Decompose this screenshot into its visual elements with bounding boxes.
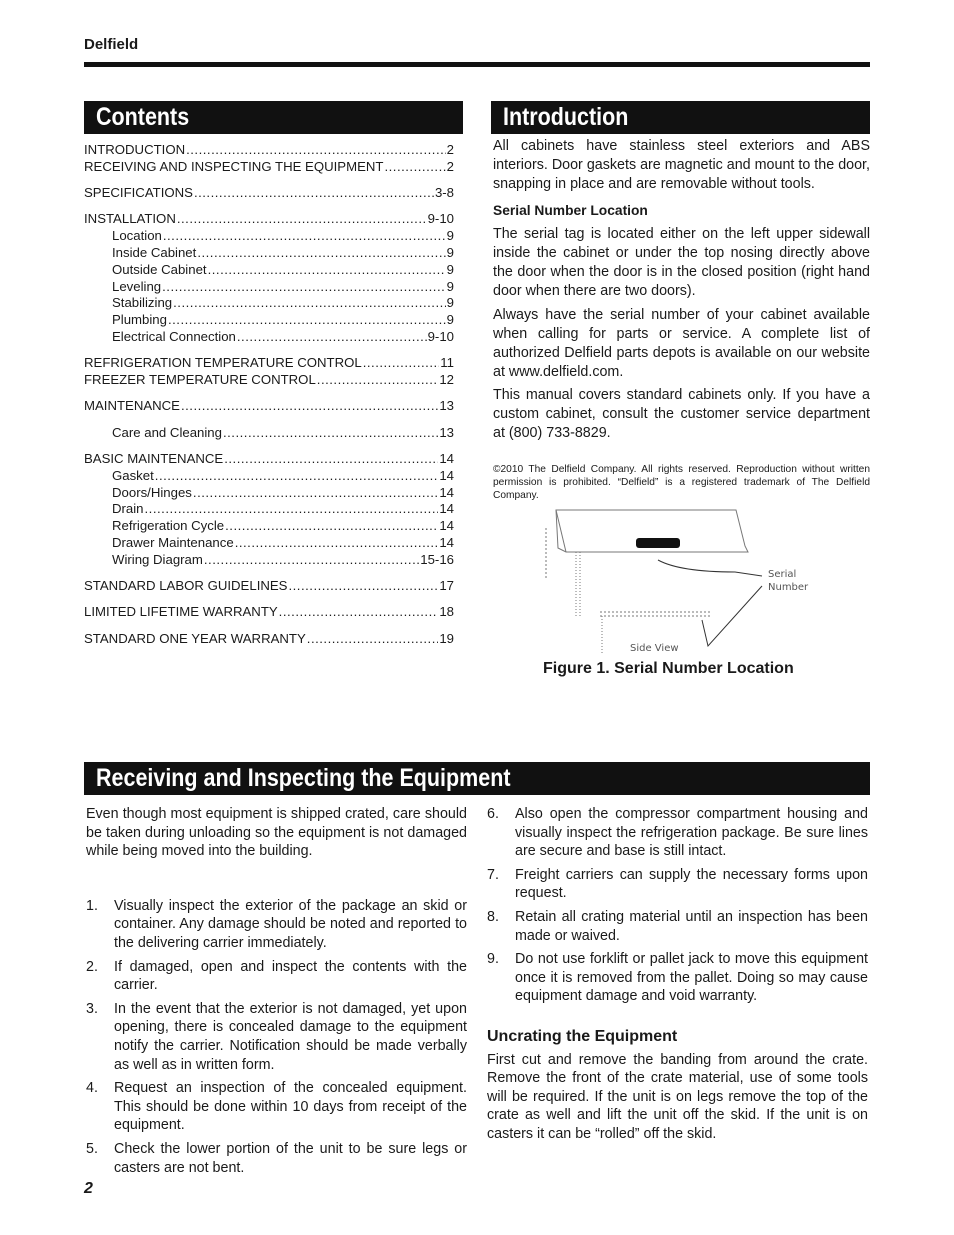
intro-paragraph: Always have the serial number of your cabinet available when calling for parts or service. A complete list of authorized Delfield parts depots is available on our website at www.delfield.com.: [493, 306, 870, 380]
toc-entry: [84, 518, 454, 535]
serial-tag: [636, 538, 680, 548]
toc-entry-label: Outside Cabinet: [112, 261, 207, 277]
toc-entry: [84, 245, 454, 262]
toc-entry: [84, 329, 454, 346]
table-of-contents: [84, 142, 454, 647]
inspection-step: [86, 958, 467, 995]
toc-entry-page: 9: [446, 278, 454, 294]
toc-entry-page: 14: [439, 450, 454, 466]
toc-leader-dots: [194, 185, 434, 202]
toc-entry-page: 13: [439, 424, 454, 440]
toc-entry: [84, 535, 454, 552]
toc-entry: [84, 451, 454, 468]
toc-entry-label: Wiring Diagram: [112, 551, 203, 567]
toc-entry-page: 9-10: [427, 328, 454, 344]
inspection-step: [86, 1000, 467, 1074]
toc-entry-page: 14: [439, 501, 454, 517]
receiving-heading: Receiving and Inspecting the Equipment: [84, 762, 870, 795]
toc-leader-dots: [317, 372, 439, 389]
inspection-step: [86, 897, 467, 953]
toc-leader-dots: [186, 142, 446, 159]
toc-entry-label: Plumbing: [112, 312, 167, 328]
step-number: 3.: [86, 1000, 98, 1017]
toc-entry-label: FREEZER TEMPERATURE CONTROL: [84, 372, 316, 388]
toc-entry-label: Care and Cleaning: [112, 424, 222, 440]
intro-paragraph: The serial tag is located either on the left upper sidewall inside the cabinet or under the top nosing directly above the door when the door is in the closed position (right hand door when there are two doors).: [493, 226, 870, 299]
side-view-label: Side View: [630, 643, 679, 654]
step-text: Retain all crating material until an inspection has been made or waived.: [515, 908, 868, 944]
intro-paragraph: This manual covers standard cabinets only. If you have a custom cabinet, consult the customer service department at (800) 733-8829.: [493, 387, 870, 441]
toc-entry: [84, 142, 454, 159]
intro-paragraph: All cabinets have stainless steel exteriors and ABS interiors. Door gaskets are magnetic and mount to the door, snapping in place and are removable without tools.: [493, 138, 870, 192]
introduction-body: [493, 137, 870, 448]
toc-spacer: [84, 389, 454, 399]
toc-entry-page: 2: [446, 158, 454, 174]
serial-label: Serial: [768, 569, 797, 580]
toc-entry: [84, 279, 454, 296]
toc-entry: [84, 578, 454, 595]
toc-entry-label: RECEIVING AND INSPECTING THE EQUIPMENT: [84, 158, 384, 174]
inspection-step: [487, 805, 868, 861]
toc-leader-dots: [279, 604, 439, 621]
step-number: 9.: [487, 951, 499, 968]
toc-entry-page: 15-16: [420, 551, 454, 567]
toc-entry-page: 2: [446, 142, 454, 157]
toc-leader-dots: [235, 535, 439, 552]
toc-entry: [84, 355, 454, 372]
inspection-step: [487, 950, 868, 1006]
toc-entry: [84, 211, 454, 228]
leader-line: [658, 560, 762, 576]
step-text: Also open the compressor compartment housing and visually inspect the refrigeration package. Be sure lines are secure and base is still intact.: [515, 806, 868, 860]
toc-entry-label: Leveling: [112, 278, 162, 294]
figure-caption: Figure 1. Serial Number Location: [543, 660, 794, 677]
inspection-step: [86, 1140, 467, 1177]
toc-entry-label: Inside Cabinet: [112, 244, 197, 260]
step-text: Request an inspection of the concealed equipment. This should be done within 10 days from receipt of the equipment.: [114, 1080, 467, 1134]
toc-entry-page: 14: [439, 534, 454, 550]
toc-leader-dots: [145, 501, 439, 518]
toc-entry-page: 14: [439, 518, 454, 534]
toc-leader-dots: [155, 468, 439, 485]
toc-entry-label: Drain: [112, 501, 144, 517]
toc-entry-page: 14: [439, 484, 454, 500]
toc-entry-label: Stabilizing: [112, 295, 173, 311]
step-number: 1.: [86, 897, 98, 914]
toc-spacer: [84, 621, 454, 631]
inspection-step: [487, 908, 868, 945]
toc-entry-label: REFRIGERATION TEMPERATURE CONTROL: [84, 355, 362, 371]
serial-number-subheading: Serial Number Location: [493, 203, 648, 218]
toc-entry-page: 9-10: [427, 211, 454, 227]
toc-leader-dots: [163, 228, 446, 245]
toc-entry-page: 9: [446, 244, 454, 260]
receiving-right-column: [487, 805, 868, 1144]
inspection-step: [487, 866, 868, 903]
toc-leader-dots: [223, 425, 438, 442]
toc-leader-dots: [181, 398, 438, 415]
inspection-step: [86, 1079, 467, 1135]
receiving-left-column: [86, 805, 467, 1182]
inspection-list: [86, 897, 467, 1177]
toc-entry: [84, 485, 454, 502]
toc-entry: [84, 372, 454, 389]
toc-leader-dots: [197, 245, 445, 262]
toc-entry-page: 9: [446, 261, 454, 277]
introduction-heading: Introduction: [491, 101, 870, 134]
toc-entry-page: 14: [439, 467, 454, 483]
toc-entry-label: Gasket: [112, 467, 154, 483]
toc-entry-label: MAINTENANCE: [84, 398, 180, 414]
toc-entry: [84, 468, 454, 485]
toc-leader-dots: [177, 211, 427, 228]
toc-spacer: [84, 569, 454, 579]
header-rule: [84, 62, 870, 67]
toc-leader-dots: [288, 578, 438, 595]
toc-entry-page: 11: [440, 355, 454, 371]
step-text: Visually inspect the exterior of the package an skid or container. Any damage should be noted and reported to the delivering carrier immediately.: [114, 897, 467, 951]
toc-entry-label: Refrigeration Cycle: [112, 518, 225, 534]
step-number: 5.: [86, 1140, 98, 1157]
toc-leader-dots: [224, 451, 438, 468]
toc-entry-label: STANDARD LABOR GUIDELINES: [84, 578, 288, 594]
copyright-notice: ©2010 The Delfield Company. All rights reserved. Reproduction without written permission is prohibited. “Delfield” is a registered trademark of The Delfield Company.: [493, 464, 870, 501]
uncrating-heading: Uncrating the Equipment: [487, 1027, 678, 1045]
toc-entry-page: 19: [439, 630, 454, 646]
toc-entry-label: BASIC MAINTENANCE: [84, 450, 224, 466]
toc-entry: [84, 228, 454, 245]
toc-entry-page: 12: [439, 372, 454, 388]
step-number: 6.: [487, 806, 499, 822]
toc-entry-label: INSTALLATION: [84, 211, 176, 227]
toc-entry-label: Electrical Connection: [112, 328, 236, 344]
toc-entry-page: 3-8: [434, 185, 454, 201]
toc-leader-dots: [193, 485, 438, 502]
step-number: 2.: [86, 958, 98, 975]
step-text: If damaged, open and inspect the contents with the carrier.: [114, 958, 467, 994]
toc-leader-dots: [225, 518, 438, 535]
toc-leader-dots: [363, 355, 440, 372]
page-number: 2: [84, 1180, 93, 1197]
serial-number-figure: [540, 508, 820, 658]
toc-leader-dots: [162, 279, 446, 296]
toc-entry: [84, 501, 454, 518]
toc-leader-dots: [204, 552, 419, 569]
step-text: Freight carriers can supply the necessary forms upon request.: [515, 866, 868, 902]
toc-spacer: [84, 202, 454, 212]
step-number: 4.: [86, 1080, 98, 1097]
toc-entry: [84, 398, 454, 415]
step-text: In the event that the exterior is not damaged, yet upon opening, there is concealed damage to the equipment notify the carrier. Notification should be made verbally as well as in written form.: [114, 1000, 467, 1073]
toc-entry-label: LIMITED LIFETIME WARRANTY: [84, 604, 278, 620]
toc-entry-page: 13: [439, 398, 454, 414]
toc-entry-page: 9: [446, 312, 454, 328]
toc-leader-dots: [307, 631, 439, 648]
receiving-intro: Even though most equipment is shipped crated, care should be taken during unloading so the equipment is not damaged while being moved into the building.: [86, 806, 467, 860]
toc-spacer: [84, 415, 454, 425]
toc-entry-label: Doors/Hinges: [112, 484, 192, 500]
toc-entry: [84, 425, 454, 442]
toc-entry-page: 9: [446, 228, 454, 244]
toc-spacer: [84, 346, 454, 356]
toc-entry-page: 17: [439, 578, 454, 594]
toc-leader-dots: [168, 312, 446, 329]
leader-line: [702, 586, 762, 646]
toc-entry: [84, 312, 454, 329]
step-text: Check the lower portion of the unit to be sure legs or casters are not bent.: [114, 1140, 467, 1176]
toc-entry-label: Drawer Maintenance: [112, 534, 234, 550]
toc-entry-page: 9: [446, 295, 454, 311]
toc-entry: [84, 159, 454, 176]
toc-spacer: [84, 176, 454, 186]
toc-entry: [84, 604, 454, 621]
toc-entry-label: INTRODUCTION: [84, 142, 186, 157]
brand-header: Delfield: [84, 36, 139, 53]
toc-entry-label: Location: [112, 228, 162, 244]
step-text: Do not use forklift or pallet jack to move this equipment once it is removed from the pallet. Doing so may cause equipment damage and void warranty.: [515, 951, 868, 1005]
toc-entry: [84, 185, 454, 202]
toc-entry: [84, 262, 454, 279]
toc-entry-page: 18: [439, 604, 454, 620]
toc-spacer: [84, 441, 454, 451]
toc-leader-dots: [237, 329, 427, 346]
step-number: 8.: [487, 908, 499, 925]
uncrating-text: First cut and remove the banding from around the crate. Remove the front of the crate material, use of some tools will be required. If the unit is on legs remove the top of the crate as well and lift the unit off the skid. If the unit is on casters it can be “rolled” off the skid.: [487, 1051, 868, 1142]
step-number: 7.: [487, 866, 499, 883]
toc-spacer: [84, 595, 454, 605]
toc-entry-label: SPECIFICATIONS: [84, 185, 193, 201]
toc-entry: [84, 552, 454, 569]
toc-entry: [84, 295, 454, 312]
number-label: Number: [768, 582, 809, 593]
contents-heading: Contents: [84, 101, 463, 134]
toc-entry-label: STANDARD ONE YEAR WARRANTY: [84, 630, 306, 646]
toc-leader-dots: [384, 159, 445, 176]
toc-leader-dots: [208, 262, 446, 279]
inspection-list-continued: [487, 805, 868, 1006]
toc-entry: [84, 631, 454, 648]
toc-leader-dots: [173, 295, 446, 312]
